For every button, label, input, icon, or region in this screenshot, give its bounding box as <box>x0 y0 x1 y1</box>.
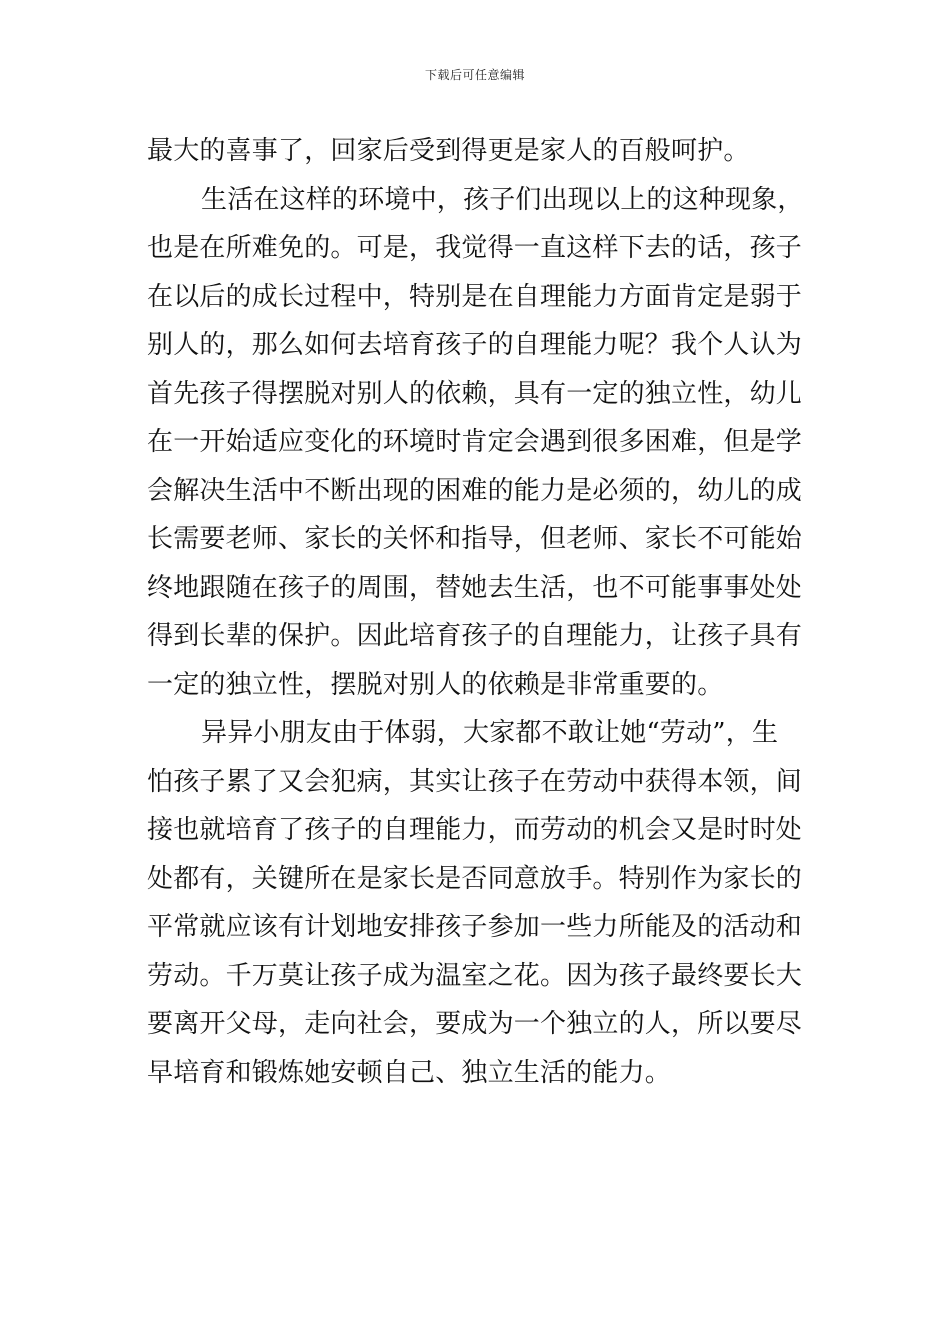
text-line: 在一开始适应变化的环境时肯定会遇到很多困难，但是学 <box>147 427 803 457</box>
text-line: 平常就应该有计划地安排孩子参加一些力所能及的活动和 <box>147 912 803 942</box>
text-line: 处都有，关键所在是家长是否同意放手。特别作为家长的 <box>147 863 803 894</box>
paragraph-start-line: 异异小朋友由于体弱，大家都不敢让她“劳动”，生 <box>201 718 779 748</box>
text-line: 终地跟随在孩子的周围，替她去生活，也不可能事事处处 <box>147 572 803 603</box>
text-line: 接也就培育了孩子的自理能力，而劳动的机会又是时时处 <box>147 815 803 845</box>
text-line: 首先孩子得摆脱对别人的依赖，具有一定的独立性，幼儿 <box>147 378 803 409</box>
text-line: 劳动。千万莫让孩子成为温室之花。因为孩子最终要长大 <box>147 960 803 991</box>
text-line: 要离开父母，走向社会，要成为一个独立的人，所以要尽 <box>147 1009 803 1039</box>
page-header: 下载后可任意编辑 <box>424 68 525 82</box>
text-line: 也是在所难免的。可是，我觉得一直这样下去的话，孩子 <box>147 233 803 263</box>
text-line: 别人的，那么如何去培育孩子的自理能力呢？我个人认为 <box>147 330 803 360</box>
text-line: 在以后的成长过程中，特别是在自理能力方面肯定是弱于 <box>147 281 803 312</box>
paragraph-start-line: 生活在这样的环境中，孩子们出现以上的这种现象， <box>201 184 804 215</box>
text-line: 会解决生活中不断出现的困难的能力是必须的，幼儿的成 <box>147 475 803 506</box>
text-line: 长需要老师、家长的关怀和指导，但老师、家长不可能始 <box>147 524 803 554</box>
text-line: 早培育和锻炼她安顿自己、独立生活的能力。 <box>147 1057 672 1088</box>
text-line: 一定的独立性，摆脱对别人的依赖是非常重要的。 <box>147 669 724 700</box>
text-line: 最大的喜事了，回家后受到得更是家人的百般呵护。 <box>147 136 750 166</box>
document-body <box>147 127 807 1097</box>
text-line: 怕孩子累了又会犯病，其实让孩子在劳动中获得本领，间 <box>147 766 803 797</box>
text-line: 得到长辈的保护。因此培育孩子的自理能力，让孩子具有 <box>147 621 803 651</box>
